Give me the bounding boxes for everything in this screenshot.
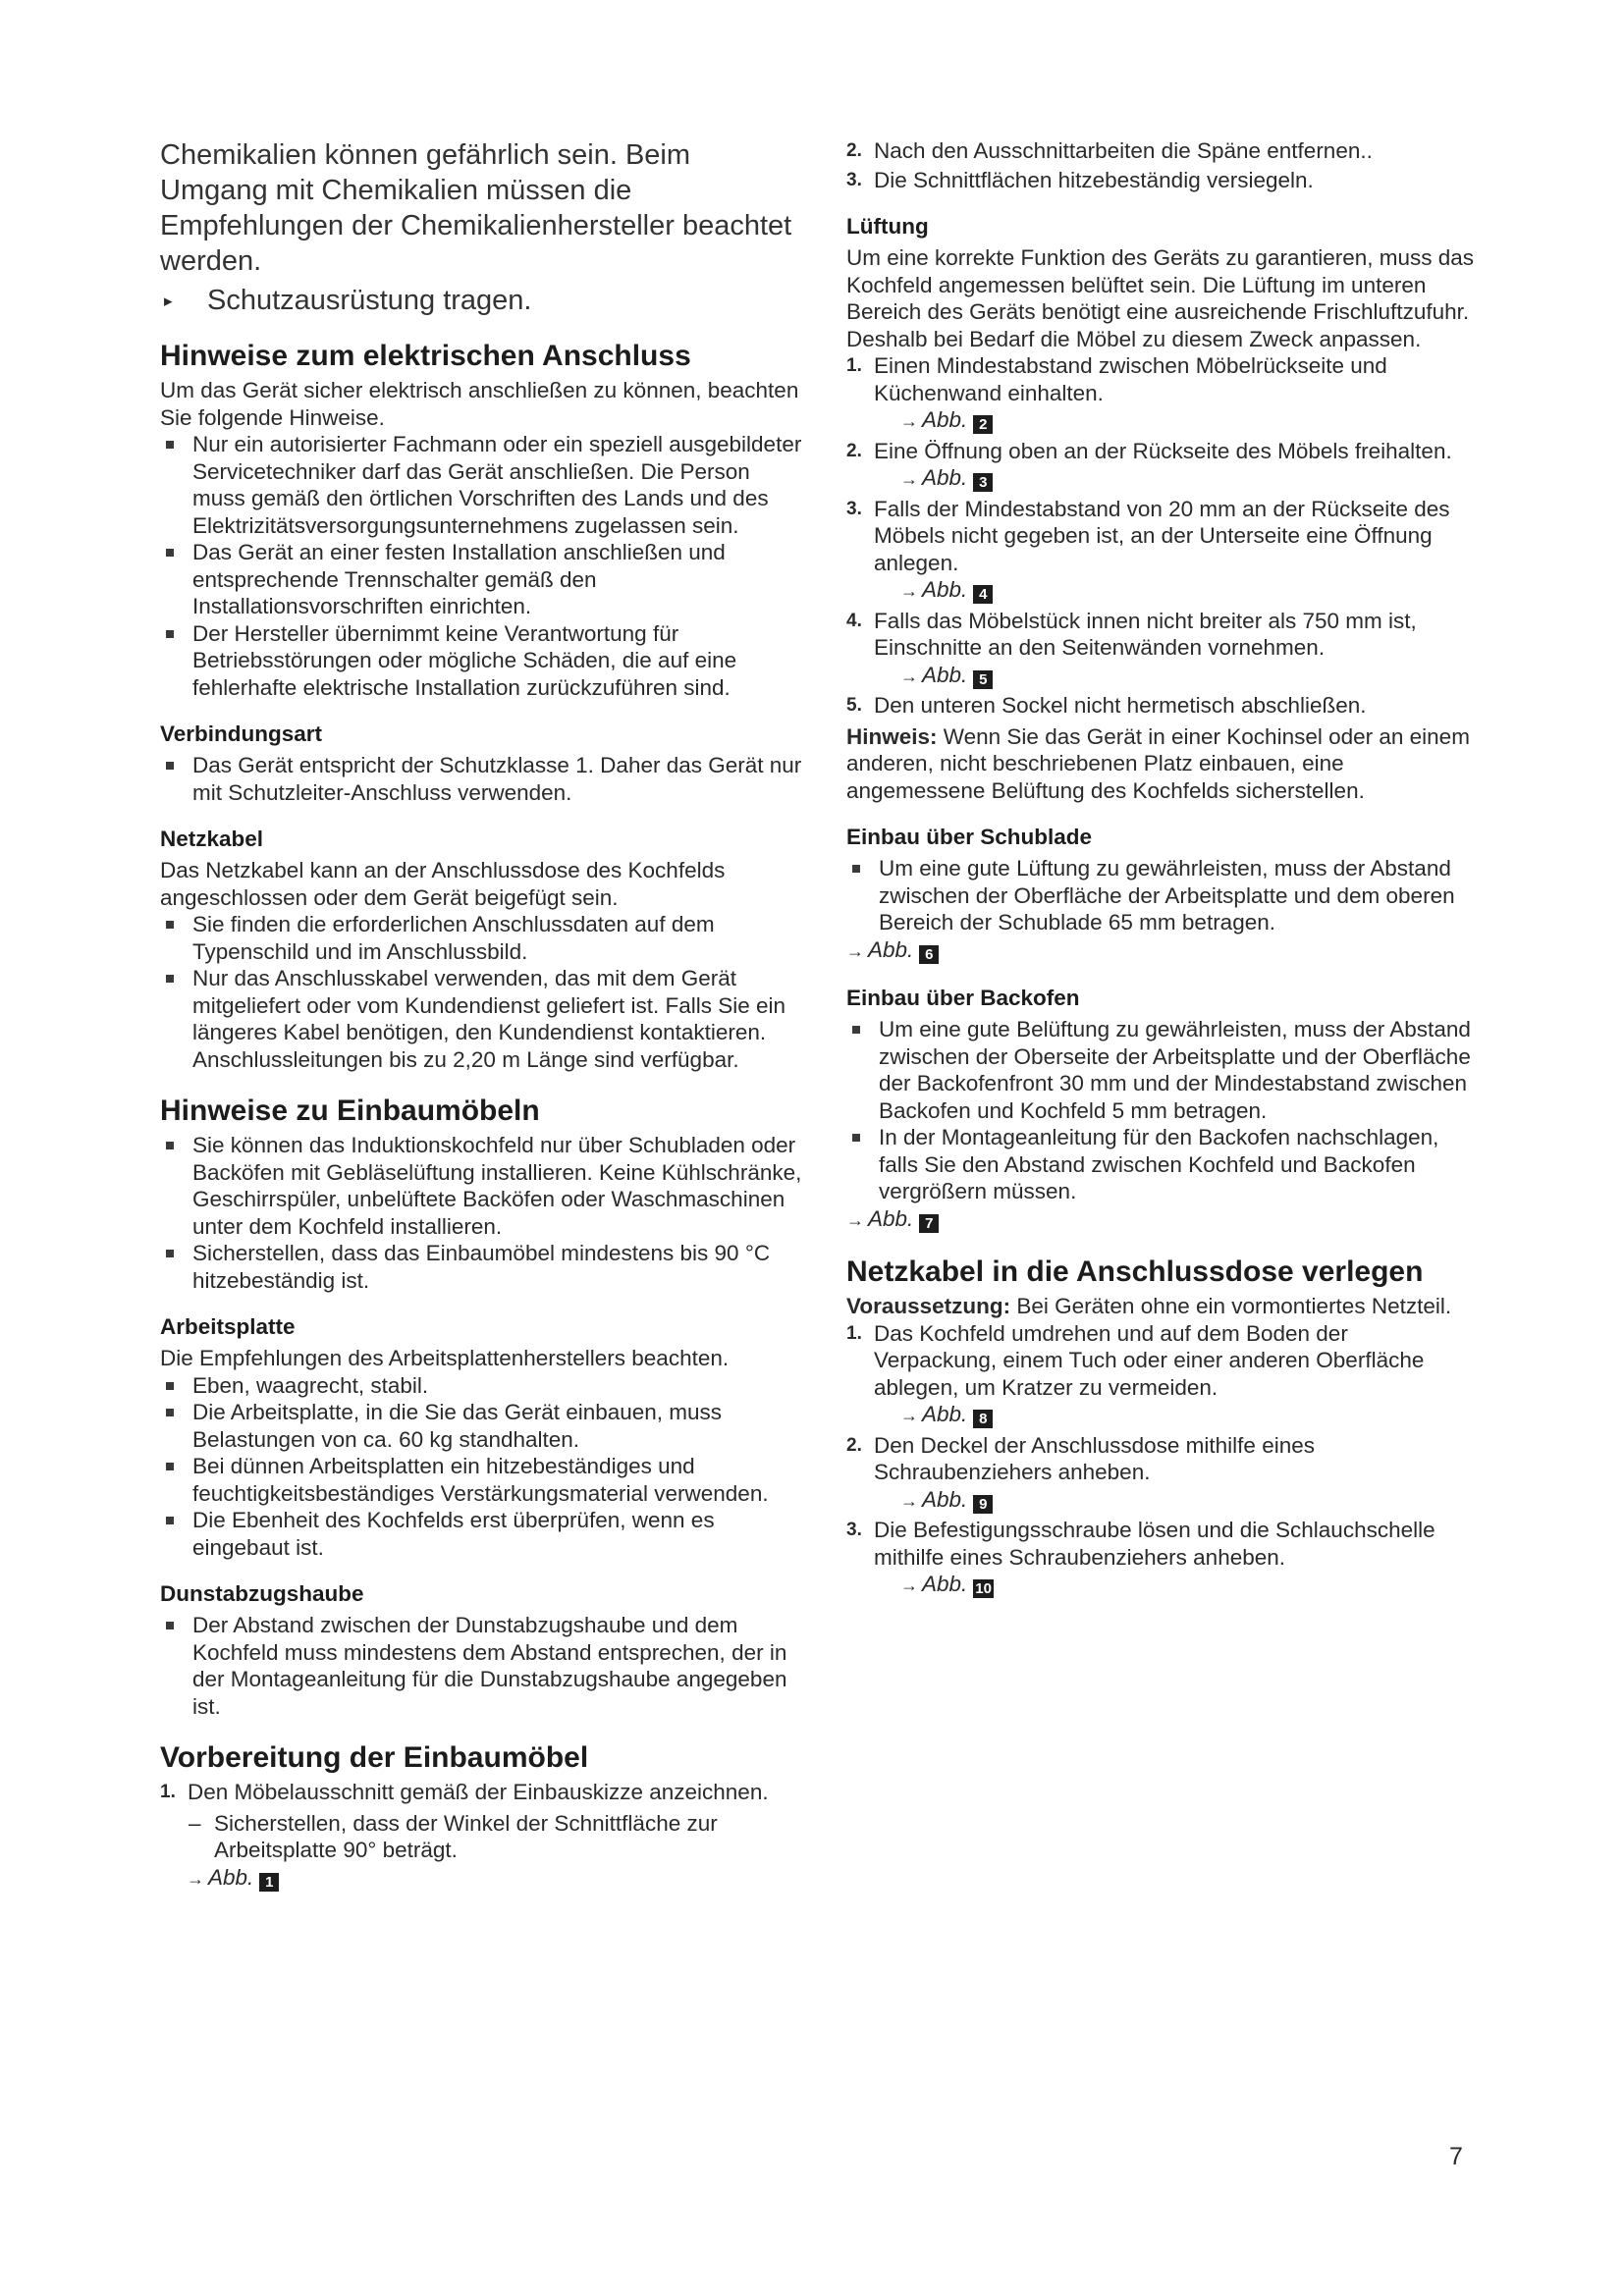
- step-item: 2. Eine Öffnung oben an der Rückseite des Möbels freihalten. → Abb. 3: [846, 438, 1475, 494]
- list-item: Die Ebenheit des Kochfelds erst überprüfen, wenn es eingebaut ist.: [160, 1507, 804, 1561]
- bullet-icon: [166, 1409, 174, 1416]
- list-item: Der Hersteller übernimmt keine Verantwortung für Betriebsstörungen oder mögliche Schäden, die auf eine fehlerhafte elektrische Installation zurückzuführen sind.: [160, 620, 804, 702]
- ventilation-note: Hinweis: Wenn Sie das Gerät in einer Kochinsel oder an einem anderen, nicht beschriebenen Platz einbauen, eine angemessene Belüftung des Kochfelds sicherstellen.: [846, 723, 1470, 803]
- bullet-icon: [166, 1142, 174, 1149]
- heading-extractor-hood: Dunstabzugshaube: [160, 1581, 364, 1606]
- step-item: 3. Falls der Mindestabstand von 20 mm an der Rückseite des Möbels nicht gegeben ist, an der Unterseite eine Öffnung anlegen. → Abb. 4: [846, 496, 1475, 606]
- step-item: 2. Den Deckel der Anschlussdose mithilfe eines Schraubenziehers anheben. → Abb. 9: [846, 1432, 1475, 1516]
- heading-furniture-preparation: Vorbereitung der Einbaumöbel: [160, 1741, 589, 1774]
- ventilation-intro: Um eine korrekte Funktion des Geräts zu garantieren, muss das Kochfeld angemessen belüftet sein. Die Lüftung im unteren Bereich des Geräts benötigt eine ausreichende Frischluftzufuhr. Deshalb bei Bedarf die Möbel zu diesem Zweck anpassen.: [846, 245, 1475, 351]
- oven-list: [846, 1016, 1475, 1205]
- step-item: 1. Das Kochfeld umdrehen und auf dem Boden der Verpackung, einem Tuch oder einer anderen Oberfläche ablegen, um Kratzer zu vermeiden. → Abb. 8: [846, 1320, 1475, 1430]
- step-item: 3. Die Befestigungsschraube lösen und die Schlauchschelle mithilfe eines Schraubenziehers anheben. → Abb. 10: [846, 1517, 1475, 1600]
- heading-over-oven: Einbau über Backofen: [846, 986, 1080, 1010]
- bullet-icon: [852, 1026, 860, 1034]
- figure-reference: → Abb. 7: [846, 1205, 1475, 1235]
- list-item: Nur das Anschlusskabel verwenden, das mit dem Gerät mitgeliefert oder vom Kundendienst geliefert ist. Falls Sie ein längeres Kabel benötigen, den Kundendienst kontaktieren. Anschlussleitungen bis zu 2,20 m Länge sind verfügbar.: [160, 965, 804, 1073]
- figure-reference: → Abb. 2: [874, 406, 1475, 436]
- arrow-icon: →: [900, 1575, 918, 1595]
- left-column: [160, 137, 804, 1893]
- figure-reference: → Abb. 3: [874, 464, 1475, 494]
- chemicals-warning: Chemikalien können gefährlich sein. Beim Umgang mit Chemikalien müssen die Empfehlungen der Chemikalienhersteller beachtet werden.: [160, 139, 792, 277]
- arrow-icon: →: [846, 940, 864, 961]
- bullet-icon: [166, 1463, 174, 1470]
- step-item: 5. Den unteren Sockel nicht hermetisch abschließen.: [846, 693, 1367, 718]
- built-in-list: [160, 1132, 804, 1294]
- electrical-list: [160, 431, 804, 701]
- step-item: 1. Einen Mindestabstand zwischen Möbelrückseite und Küchenwand einhalten. → Abb. 2: [846, 352, 1475, 436]
- bullet-icon: [166, 441, 174, 449]
- connection-type-list: [160, 752, 804, 806]
- figure-number-badge: 5: [973, 670, 993, 689]
- bullet-icon: [852, 865, 860, 873]
- heading-power-cable: Netzkabel: [160, 827, 264, 851]
- figure-reference: → Abb. 4: [874, 576, 1475, 606]
- action-arrow-icon: ▸: [164, 292, 173, 310]
- figure-reference: → Abb. 1: [160, 1864, 804, 1894]
- preparation-steps: [160, 1779, 804, 1806]
- page-number: 7: [1449, 2143, 1463, 2170]
- figure-reference: → Abb. 8: [874, 1401, 1475, 1430]
- arrow-icon: →: [846, 1209, 864, 1230]
- heading-over-drawer: Einbau über Schublade: [846, 825, 1093, 849]
- cable-steps: [846, 1320, 1475, 1600]
- bullet-icon: [852, 1134, 860, 1142]
- figure-number-badge: 3: [973, 473, 993, 492]
- bullet-icon: [166, 1517, 174, 1524]
- heading-built-in-furniture: Hinweise zu Einbaumöbeln: [160, 1095, 540, 1127]
- figure-number-badge: 1: [259, 1873, 279, 1892]
- list-item: Das Gerät an einer festen Installation anschließen und entsprechende Trennschalter gemäß den Installationsvorschriften einrichten.: [160, 539, 804, 620]
- arrow-icon: →: [900, 666, 918, 686]
- list-item: In der Montageanleitung für den Backofen nachschlagen, falls Sie den Abstand zwischen Kochfeld und Backofen vergrößern müssen.: [846, 1124, 1475, 1205]
- figure-reference: → Abb. 9: [874, 1486, 1475, 1516]
- figure-reference: → Abb. 6: [846, 936, 1475, 966]
- figure-number-badge: 4: [973, 585, 993, 604]
- bullet-icon: [166, 1622, 174, 1629]
- action-text: Schutzausrüstung tragen.: [207, 285, 532, 316]
- arrow-icon: →: [900, 1490, 918, 1511]
- list-item: Um eine gute Belüftung zu gewährleisten, muss der Abstand zwischen der Oberseite der Arbeitsplatte und der Oberfläche der Backofenfront 30 mm und der Mindestabstand zwischen Backofen und Kochfeld 5 mm betragen.: [846, 1016, 1475, 1124]
- bullet-icon: [166, 921, 174, 929]
- figure-number-badge: 8: [973, 1410, 993, 1428]
- power-cable-list: [160, 911, 804, 1073]
- list-item: Sicherstellen, dass das Einbaumöbel mindestens bis 90 °C hitzebeständig ist.: [160, 1240, 804, 1294]
- step-item: 3. Die Schnittflächen hitzebeständig versiegeln.: [846, 167, 1314, 192]
- figure-number-badge: 6: [919, 945, 939, 964]
- figure-reference: → Abb. 5: [874, 662, 1475, 691]
- bullet-icon: [166, 549, 174, 557]
- prerequisite: Voraussetzung: Bei Geräten ohne ein vormontiertes Netzteil.: [846, 1294, 1452, 1318]
- power-cable-intro: Das Netzkabel kann an der Anschlussdose des Kochfelds angeschlossen oder dem Gerät beigefügt sein.: [160, 858, 726, 910]
- heading-connection-type: Verbindungsart: [160, 721, 323, 746]
- bullet-icon: [166, 1250, 174, 1257]
- list-item: Nur ein autorisierter Fachmann oder ein speziell ausgebildeter Servicetechniker darf das Gerät anschließen. Die Person muss gemäß den örtlichen Vorschriften des Lands und des Elektrizitätsversorgungsunternehmens zugelassen sein.: [160, 431, 804, 539]
- bullet-icon: [166, 630, 174, 638]
- list-item: Sie finden die erforderlichen Anschlussdaten auf dem Typenschild und im Anschlussbild.: [160, 911, 804, 965]
- heading-route-power-cable: Netzkabel in die Anschlussdose verlegen: [846, 1255, 1424, 1288]
- bullet-icon: [166, 975, 174, 983]
- ventilation-steps: [846, 352, 1475, 720]
- electrical-intro: Um das Gerät sicher elektrisch anschließen zu können, beachten Sie folgende Hinweise.: [160, 378, 799, 430]
- dash-item: – Sicherstellen, dass der Winkel der Schnittfläche zur Arbeitsplatte 90° beträgt.: [189, 1810, 718, 1862]
- list-item: Die Arbeitsplatte, in die Sie das Gerät einbauen, muss Belastungen von ca. 60 kg standhalten.: [160, 1399, 804, 1453]
- arrow-icon: →: [187, 1868, 204, 1889]
- figure-reference: → Abb. 10: [900, 1572, 992, 1597]
- heading-worktop: Arbeitsplatte: [160, 1314, 296, 1339]
- list-item: Der Abstand zwischen der Dunstabzugshaube und dem Kochfeld muss mindestens dem Abstand entsprechen, der in der Montageanleitung für die Dunstabzugshaube angegeben ist.: [160, 1612, 804, 1720]
- figure-number-badge: 7: [919, 1214, 939, 1233]
- arrow-icon: →: [900, 469, 918, 489]
- arrow-icon: →: [900, 581, 918, 601]
- list-item: Eben, waagrecht, stabil.: [160, 1372, 804, 1400]
- step-item: 2. Nach den Ausschnittarbeiten die Späne entfernen..: [846, 138, 1373, 163]
- list-item: Das Gerät entspricht der Schutzklasse 1. Daher das Gerät nur mit Schutzleiter-Anschluss verwenden.: [160, 752, 804, 806]
- action-step: [160, 283, 804, 318]
- extractor-hood-list: [160, 1612, 804, 1720]
- figure-number-badge: 9: [973, 1495, 993, 1514]
- drawer-list: [846, 855, 1475, 936]
- worktop-list: [160, 1372, 804, 1562]
- list-item: Sie können das Induktionskochfeld nur über Schubladen oder Backöfen mit Gebläselüftung installieren. Keine Kühlschränke, Geschirrspüler, unbelüftete Backöfen oder Waschmaschinen unter dem Kochfeld installieren.: [160, 1132, 804, 1240]
- step-item: 4. Falls das Möbelstück innen nicht breiter als 750 mm ist, Einschnitte an den Seitenwänden vornehmen. → Abb. 5: [846, 608, 1475, 691]
- bullet-icon: [166, 1382, 174, 1390]
- list-item: Um eine gute Lüftung zu gewährleisten, muss der Abstand zwischen der Oberfläche der Arbeitsplatte und dem oberen Bereich der Schublade 65 mm betragen.: [846, 855, 1475, 936]
- bullet-icon: [166, 762, 174, 770]
- heading-electrical-connection: Hinweise zum elektrischen Anschluss: [160, 340, 691, 372]
- heading-ventilation: Lüftung: [846, 214, 929, 239]
- arrow-icon: →: [900, 411, 918, 431]
- step-item: 1. Den Möbelausschnitt gemäß der Einbauskizze anzeichnen.: [160, 1780, 769, 1804]
- right-column: [846, 137, 1475, 1602]
- worktop-intro: Die Empfehlungen des Arbeitsplattenherstellers beachten.: [160, 1346, 730, 1370]
- figure-number-badge: 2: [973, 415, 993, 434]
- figure-number-badge: 10: [975, 1580, 992, 1597]
- list-item: Bei dünnen Arbeitsplatten ein hitzebeständiges und feuchtigkeitsbeständiges Verstärkungsmaterial verwenden.: [160, 1453, 804, 1507]
- preparation-steps-continued: [846, 137, 1475, 193]
- arrow-icon: →: [900, 1406, 918, 1425]
